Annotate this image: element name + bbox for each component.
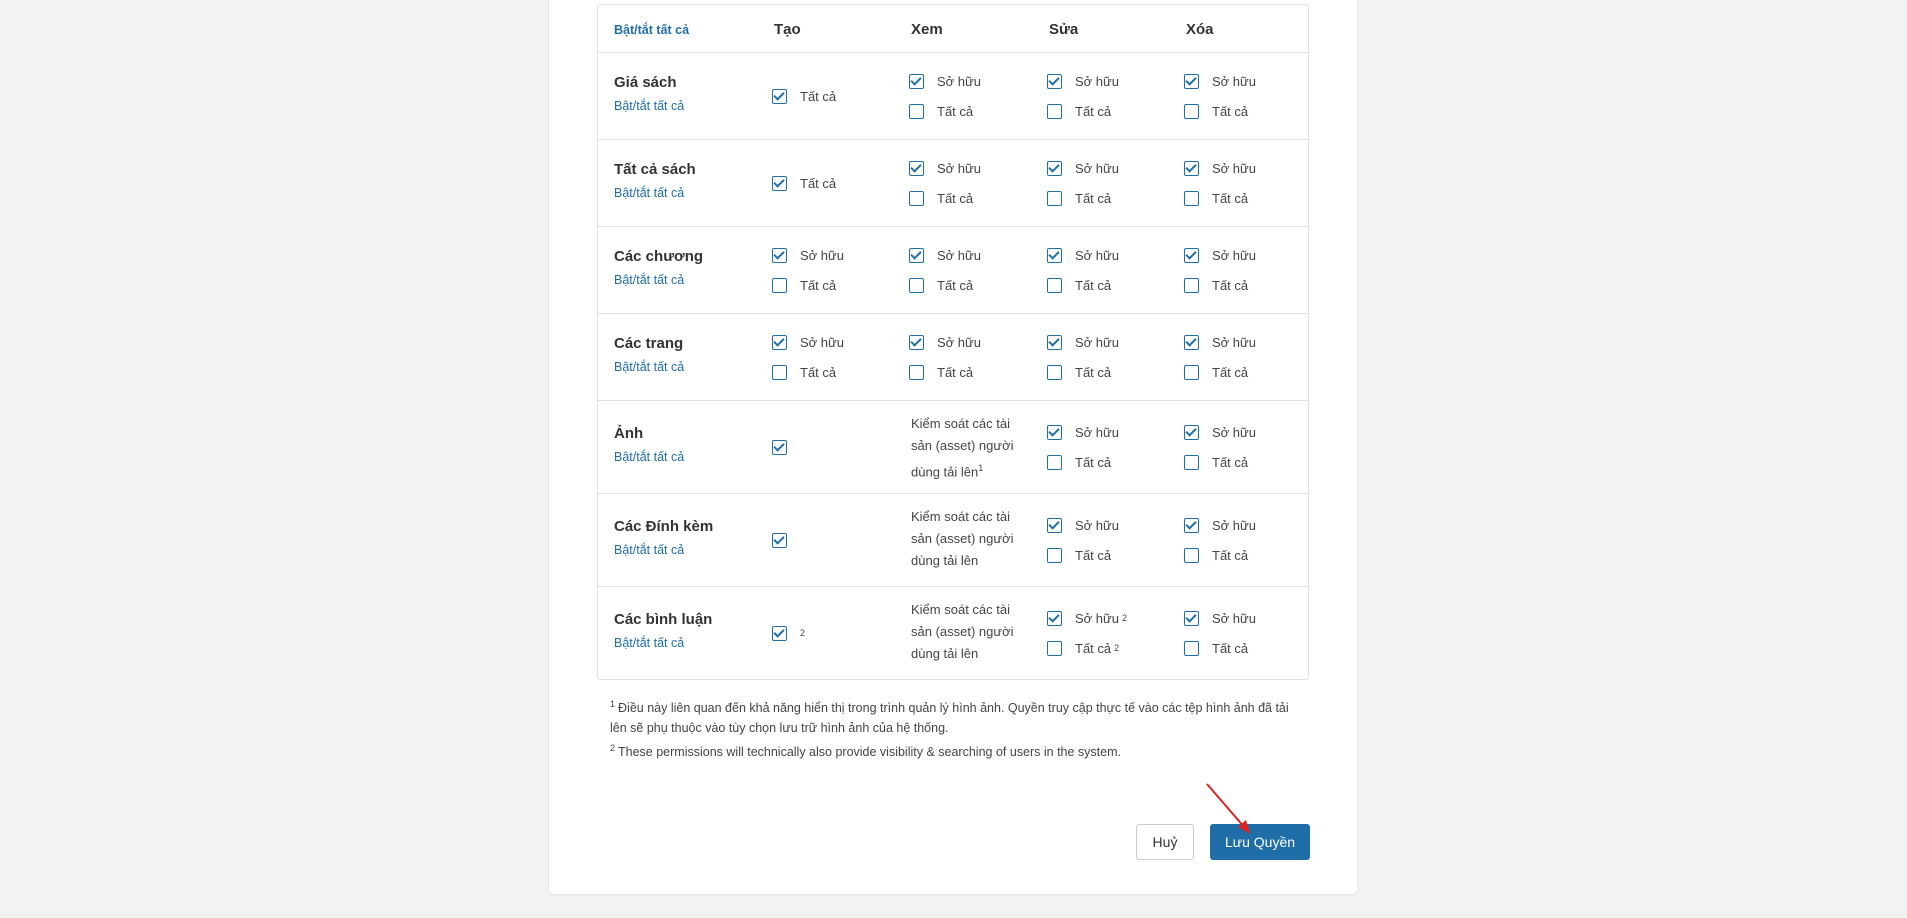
edit-own-option[interactable] (1047, 423, 1119, 441)
row-toggle-all-link[interactable]: Bật/tắt tất cả (614, 186, 685, 200)
footnotes (610, 694, 1300, 762)
delete-own-label: Sở hữu (1212, 517, 1256, 533)
row-label-cell (614, 611, 712, 652)
view-note: Kiểm soát các tài sản (asset) người dùng tải lên (911, 602, 1014, 661)
toggle-all-link[interactable]: Bật/tắt tất cả (614, 23, 690, 37)
view-own-option[interactable] (909, 246, 981, 264)
view-all-option[interactable] (909, 276, 973, 294)
row-name: Giá sách (614, 74, 677, 91)
edit-own-checkbox[interactable] (1047, 425, 1062, 440)
create-all-label: Tất cả (800, 277, 837, 293)
delete-all-option[interactable] (1184, 546, 1248, 564)
delete-all-option[interactable] (1184, 363, 1248, 381)
row-label-cell (614, 425, 684, 466)
delete-all-checkbox[interactable] (1184, 104, 1199, 119)
footnote-1: $^1$ Điều này liên quan đến khả năng hiển thị trong trình quản lý hình ảnh. Quyền truy cập thực tế vào các tệp hình ảnh đã tải lên sẽ phụ thuộc vào tùy chọn lưu trữ hình ảnh của hệ thống. (610, 699, 1289, 736)
footnote-2: $^2$ These permissions will technically also provide visibility & searching of users in the system. (610, 743, 1121, 760)
edit-own-checkbox[interactable] (1047, 161, 1062, 176)
delete-all-checkbox[interactable] (1184, 455, 1199, 470)
create-all-checkbox[interactable] (772, 278, 787, 293)
edit-all-checkbox[interactable] (1047, 548, 1062, 563)
edit-all-label: Tất cả (1075, 190, 1112, 206)
create-checkbox[interactable] (772, 626, 787, 641)
table-row (598, 313, 1308, 400)
edit-all-option[interactable] (1047, 546, 1111, 564)
row-toggle-all-link[interactable]: Bật/tắt tất cả (614, 99, 685, 113)
view-note: Kiểm soát các tài sản (asset) người dùng tải lên$^1$ (911, 416, 1014, 480)
save-permissions-button[interactable]: Lưu Quyền (1210, 824, 1310, 860)
edit-own-checkbox[interactable] (1047, 74, 1062, 89)
view-own-option[interactable] (909, 333, 981, 351)
delete-own-option[interactable] (1184, 246, 1256, 264)
edit-own-option[interactable] (1047, 159, 1119, 177)
delete-own-checkbox[interactable] (1184, 425, 1199, 440)
view-own-option[interactable] (909, 159, 981, 177)
delete-own-option[interactable] (1184, 609, 1256, 627)
edit-all-label: Tất cả (1075, 547, 1112, 563)
create-checkbox[interactable] (772, 440, 787, 455)
edit-own-checkbox[interactable] (1047, 518, 1062, 533)
create-all-label: Tất cả (800, 364, 837, 380)
table-row (598, 586, 1308, 679)
view-all-label: Tất cả (937, 190, 974, 206)
create-own-checkbox[interactable] (772, 248, 787, 263)
cancel-button[interactable]: Huỷ (1136, 824, 1194, 860)
header-edit: Sửa (1049, 21, 1079, 38)
header-delete: Xóa (1186, 21, 1214, 38)
create-own-label: Sở hữu (800, 334, 844, 350)
edit-own-option[interactable] (1047, 246, 1119, 264)
edit-all-checkbox[interactable] (1047, 278, 1062, 293)
edit-own-label: Sở hữu (1075, 73, 1119, 89)
delete-all-checkbox[interactable] (1184, 365, 1199, 380)
row-label-cell (614, 248, 703, 289)
delete-own-label: Sở hữu (1212, 424, 1256, 440)
create-checkbox[interactable] (772, 176, 787, 191)
row-name: Các Đính kèm (614, 518, 714, 535)
view-own-checkbox[interactable] (909, 335, 924, 350)
delete-all-option[interactable] (1184, 639, 1248, 657)
permissions-card (549, 0, 1357, 894)
view-own-checkbox[interactable] (909, 161, 924, 176)
delete-all-label: Tất cả (1212, 547, 1249, 563)
create-checkbox[interactable] (772, 89, 787, 104)
table-row (598, 226, 1308, 313)
delete-own-option[interactable] (1184, 72, 1256, 90)
edit-all-checkbox[interactable] (1047, 641, 1062, 656)
create-own-option[interactable] (772, 333, 844, 351)
delete-all-label: Tất cả (1212, 640, 1249, 656)
view-all-label: Tất cả (937, 103, 974, 119)
edit-all-option[interactable] (1047, 276, 1111, 294)
table-header-row (598, 5, 1308, 52)
table-row (598, 139, 1308, 226)
edit-own-label: Sở hữu (1075, 247, 1119, 263)
annotation-arrow-icon (1200, 780, 1260, 840)
delete-own-option[interactable] (1184, 159, 1256, 177)
delete-own-label: Sở hữu (1212, 334, 1256, 350)
create-own-option[interactable] (772, 246, 844, 264)
edit-own-checkbox[interactable] (1047, 248, 1062, 263)
create-option[interactable] (772, 531, 787, 549)
delete-own-checkbox[interactable] (1184, 161, 1199, 176)
delete-own-option[interactable] (1184, 423, 1256, 441)
create-own-checkbox[interactable] (772, 335, 787, 350)
row-name: Tất cả sách (614, 161, 696, 178)
view-note-footnote-ref: 1 (978, 463, 984, 473)
row-name: Các bình luận (614, 611, 713, 628)
edit-all-option[interactable] (1047, 189, 1111, 207)
delete-own-option[interactable] (1184, 516, 1256, 534)
create-option[interactable] (772, 438, 787, 456)
table-row (598, 52, 1308, 139)
create-label: Tất cả (800, 175, 837, 191)
delete-own-option[interactable] (1184, 333, 1256, 351)
view-all-checkbox[interactable] (909, 278, 924, 293)
delete-all-checkbox[interactable] (1184, 641, 1199, 656)
delete-own-label: Sở hữu (1212, 610, 1256, 626)
delete-all-label: Tất cả (1212, 190, 1249, 206)
row-label-cell (614, 161, 696, 202)
edit-all-option[interactable] (1047, 639, 1119, 657)
view-own-label: Sở hữu (937, 160, 981, 176)
view-own-label: Sở hữu (937, 334, 981, 350)
edit-all-label: Tất cả (1075, 103, 1112, 119)
edit-own-label: Sở hữu (1075, 160, 1119, 176)
edit-all-option[interactable] (1047, 102, 1111, 120)
delete-own-checkbox[interactable] (1184, 74, 1199, 89)
view-own-label: Sở hữu (937, 247, 981, 263)
view-all-label: Tất cả (937, 364, 974, 380)
create-label: Tất cả (800, 88, 837, 104)
edit-own-label: Sở hữu (1075, 610, 1119, 626)
row-toggle-all-link[interactable]: Bật/tắt tất cả (614, 360, 685, 374)
edit-own-label: Sở hữu (1075, 334, 1119, 350)
edit-all-label: Tất cả (1075, 640, 1112, 656)
delete-own-checkbox[interactable] (1184, 335, 1199, 350)
create-footnote-ref: 2 (800, 628, 806, 638)
view-all-option[interactable] (909, 363, 973, 381)
view-all-option[interactable] (909, 189, 973, 207)
delete-all-checkbox[interactable] (1184, 278, 1199, 293)
delete-all-label: Tất cả (1212, 103, 1249, 119)
delete-all-option[interactable] (1184, 102, 1248, 120)
row-toggle-all-link[interactable]: Bật/tắt tất cả (614, 636, 685, 650)
delete-own-label: Sở hữu (1212, 247, 1256, 263)
edit-all-label: Tất cả (1075, 454, 1112, 470)
header-create: Tạo (774, 21, 801, 38)
header-view: Xem (911, 21, 943, 38)
view-own-option[interactable] (909, 72, 981, 90)
edit-own-option[interactable] (1047, 333, 1119, 351)
table-row (598, 400, 1308, 493)
view-all-checkbox[interactable] (909, 365, 924, 380)
edit-all-option[interactable] (1047, 453, 1111, 471)
create-checkbox[interactable] (772, 533, 787, 548)
edit-own-label: Sở hữu (1075, 517, 1119, 533)
delete-own-label: Sở hữu (1212, 160, 1256, 176)
edit-own-checkbox[interactable] (1047, 611, 1062, 626)
edit-all-checkbox[interactable] (1047, 191, 1062, 206)
create-option[interactable] (772, 174, 836, 192)
delete-all-label: Tất cả (1212, 364, 1249, 380)
row-label-cell (614, 518, 713, 559)
edit-own-footnote-ref: 2 (1121, 613, 1127, 623)
create-all-option[interactable] (772, 276, 836, 294)
edit-own-checkbox[interactable] (1047, 335, 1062, 350)
delete-own-checkbox[interactable] (1184, 611, 1199, 626)
view-all-checkbox[interactable] (909, 104, 924, 119)
row-toggle-all-link[interactable]: Bật/tắt tất cả (614, 543, 685, 557)
delete-all-label: Tất cả (1212, 277, 1249, 293)
view-own-checkbox[interactable] (909, 248, 924, 263)
delete-all-label: Tất cả (1212, 454, 1249, 470)
view-all-checkbox[interactable] (909, 191, 924, 206)
view-all-label: Tất cả (937, 277, 974, 293)
create-option[interactable] (772, 624, 805, 642)
view-note: Kiểm soát các tài sản (asset) người dùng tải lên (911, 509, 1014, 568)
delete-own-label: Sở hữu (1212, 73, 1256, 89)
row-toggle-all-link[interactable]: Bật/tắt tất cả (614, 273, 685, 287)
edit-own-option[interactable] (1047, 609, 1127, 627)
edit-own-label: Sở hữu (1075, 424, 1119, 440)
delete-all-checkbox[interactable] (1184, 548, 1199, 563)
edit-own-option[interactable] (1047, 72, 1119, 90)
edit-all-checkbox[interactable] (1047, 104, 1062, 119)
edit-all-label: Tất cả (1075, 364, 1112, 380)
row-toggle-all-link[interactable]: Bật/tắt tất cả (614, 450, 685, 464)
create-option[interactable] (772, 87, 836, 105)
create-all-option[interactable] (772, 363, 836, 381)
create-all-checkbox[interactable] (772, 365, 787, 380)
view-own-checkbox[interactable] (909, 74, 924, 89)
edit-own-option[interactable] (1047, 516, 1119, 534)
delete-own-checkbox[interactable] (1184, 518, 1199, 533)
table-row (598, 493, 1308, 586)
row-name: Các trang (614, 335, 684, 352)
create-own-label: Sở hữu (800, 247, 844, 263)
delete-own-checkbox[interactable] (1184, 248, 1199, 263)
view-all-option[interactable] (909, 102, 973, 120)
edit-all-checkbox[interactable] (1047, 365, 1062, 380)
view-own-label: Sở hữu (937, 73, 981, 89)
row-name: Ảnh (614, 425, 644, 442)
edit-all-option[interactable] (1047, 363, 1111, 381)
edit-all-label: Tất cả (1075, 277, 1112, 293)
permissions-table (597, 4, 1309, 680)
edit-all-checkbox[interactable] (1047, 455, 1062, 470)
delete-all-option[interactable] (1184, 189, 1248, 207)
row-label-cell (614, 335, 684, 376)
delete-all-checkbox[interactable] (1184, 191, 1199, 206)
row-name: Các chương (614, 248, 704, 265)
delete-all-option[interactable] (1184, 276, 1248, 294)
edit-all-footnote-ref: 2 (1114, 643, 1120, 653)
delete-all-option[interactable] (1184, 453, 1248, 471)
row-label-cell (614, 74, 684, 115)
